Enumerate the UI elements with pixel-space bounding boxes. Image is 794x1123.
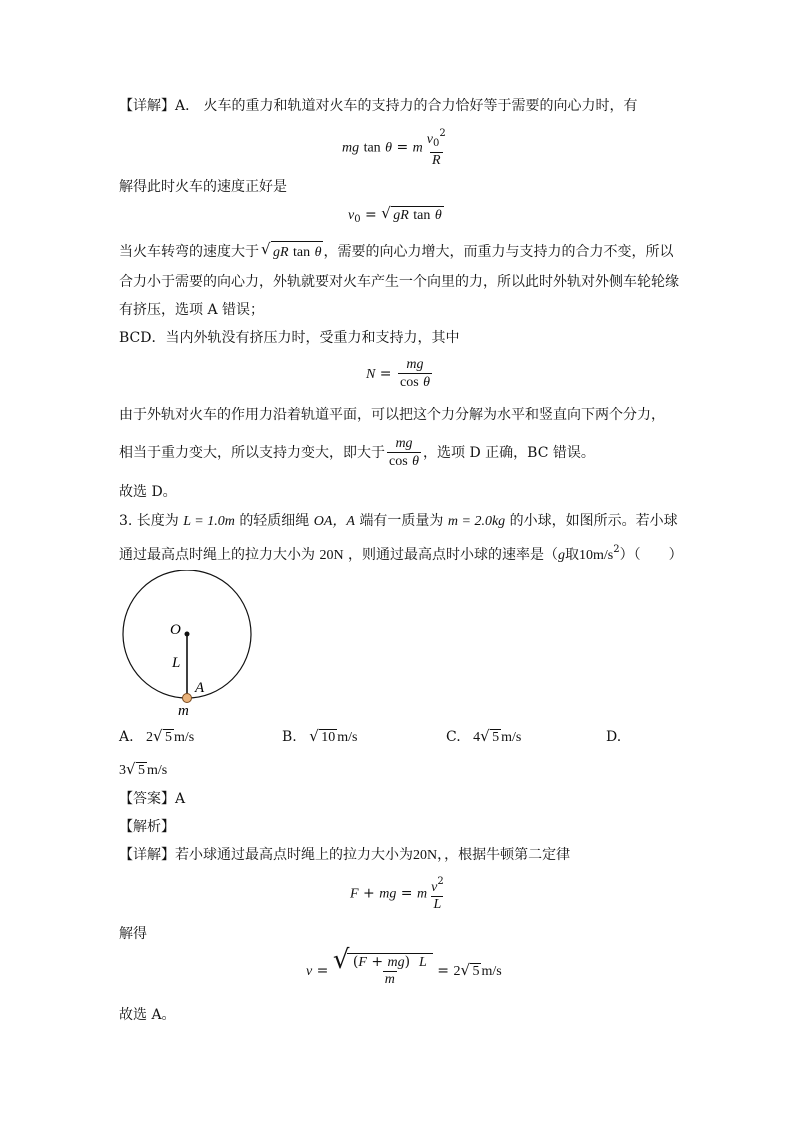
q3-force: 20N: [319, 548, 344, 563]
option-d-coef: 3: [119, 763, 126, 778]
option-a-radicand: 5: [165, 730, 173, 745]
option-c-unit: m/s: [501, 730, 522, 745]
q3-oa: OA，A: [313, 514, 355, 529]
equation-v0: $v_0$ = √ gR tan θ: [348, 204, 442, 225]
q3-text-f: ，则通过最高点时小球的速率是（: [348, 547, 559, 563]
q3-g-value: 10m/s: [579, 548, 614, 563]
answer-detail-b: ，，根据牛顿第二定律: [437, 847, 571, 863]
q3-text-h: ）（ ）: [619, 547, 683, 563]
option-b-letter: B.: [282, 729, 297, 745]
solve-label: 解得: [119, 926, 147, 942]
q3-text-g: 取: [565, 547, 580, 563]
option-b[interactable]: B. √ 10 m/s: [282, 727, 358, 745]
option-c[interactable]: C. 4 √ 5 m/s: [446, 727, 522, 745]
question-3-line-2: 通过最高点时绳上的拉力大小为 20N ，则通过最高点时小球的速率是（g取$10m/s^2$）（ ）: [119, 544, 683, 563]
option-a-coef: 2: [146, 730, 154, 745]
option-c-radicand: 5: [492, 730, 500, 745]
circle-figure: [115, 570, 260, 720]
option-d-radicand: 5: [138, 763, 145, 778]
equation-newton: F + mg = m $\frac{v^2}{L}$: [350, 876, 444, 912]
q3-text-b: 的轻质细绳: [239, 513, 310, 529]
ball-m: [183, 694, 192, 703]
option-a-unit: m/s: [174, 730, 195, 745]
equation-normal-force: N = $\frac{mg}{\text{cos θ}}$: [366, 357, 430, 390]
analysis-label: 【解析】: [119, 819, 175, 835]
detail-line-3: 当火车转弯的速度大于 √ gR tan θ ，需要的向心力增大，而重力与支持力的合力不变，所以: [119, 241, 673, 263]
label-o: O: [170, 622, 181, 638]
option-b-unit: m/s: [337, 730, 358, 745]
answer-detail-a: 【详解】若小球通过最高点时绳上的拉力大小为: [119, 847, 413, 863]
option-a-letter: A.: [119, 729, 134, 745]
final-answer: 故选 A。: [119, 1007, 176, 1023]
q3-length: L = 1.0m: [183, 514, 235, 529]
option-d-unit: m/s: [147, 763, 168, 778]
detail-line-7: 由于外轨对火车的作用力沿着轨道平面，可以把这个力分解为水平和竖直向下两个分力，: [119, 407, 665, 423]
answer-label: 【答案】A: [119, 791, 186, 807]
option-d[interactable]: [606, 729, 621, 745]
label-l: L: [172, 655, 181, 671]
detail-line-1: 【详解】A． 火车的重力和轨道对火车的支持力的合力恰好等于需要的向心力时，有: [119, 98, 638, 114]
detail-line-6: BCD．当内外轨没有挤压力时，受重力和支持力，其中: [119, 330, 460, 346]
q3-text-a: 3. 长度为: [119, 513, 179, 529]
detail-line-8a: 相当于重力变大，所以支持力变大，即大于: [119, 445, 385, 461]
answer-force: 20N: [413, 848, 438, 863]
option-b-radicand: 10: [321, 730, 336, 745]
q3-g: g: [558, 548, 566, 563]
detail-line-5: 有挤压，选项 A 错误；: [119, 302, 265, 318]
detail-line-3a: 当火车转弯的速度大于: [119, 244, 259, 260]
q3-text-d: 的小球，如图所示。若小球: [509, 513, 678, 529]
label-m: m: [178, 703, 189, 719]
detail-line-8b: ，选项 D 正确，BC 错误。: [423, 445, 595, 461]
option-d-value: 3 √ 5 m/s: [119, 760, 168, 778]
option-c-letter: C.: [446, 729, 461, 745]
equation-centripetal: mg tan θ = m $\frac{v_0^2}{R}$: [342, 128, 446, 168]
answer-detail-line: [119, 845, 570, 866]
option-c-coef: 4: [473, 730, 481, 745]
detail-line-9: 故选 D。: [119, 484, 177, 500]
equation-velocity: v = √ $\frac{(F + mg) L}{m}$ = 2 √ 5 m/s: [306, 945, 502, 987]
q3-mass: m = 2.0kg: [447, 514, 506, 529]
detail-line-2: 解得此时火车的速度正好是: [119, 179, 287, 195]
detail-line-3b: ，需要的向心力增大，而重力与支持力的合力不变，所以: [323, 244, 674, 260]
q3-text-c: 端有一质量为: [359, 513, 444, 529]
option-a[interactable]: A. 2 √ 5 m/s: [119, 727, 195, 745]
option-d-letter: D.: [606, 729, 622, 745]
question-3-line-1: [119, 511, 678, 532]
label-a: A: [195, 680, 205, 696]
center-point-o: [185, 632, 190, 637]
q3-text-e: 通过最高点时绳上的拉力大小为: [119, 547, 315, 563]
detail-line-8: 相当于重力变大，所以支持力变大，即大于 $\frac{mg}{\text{cos θ}}$ ，选项 D 正确，BC 错误。: [119, 436, 595, 469]
detail-line-4: 合力小于需要的向心力，外轨就要对火车产生一个向里的力，所以此时外轨对外侧车轮轮缘: [119, 274, 679, 290]
